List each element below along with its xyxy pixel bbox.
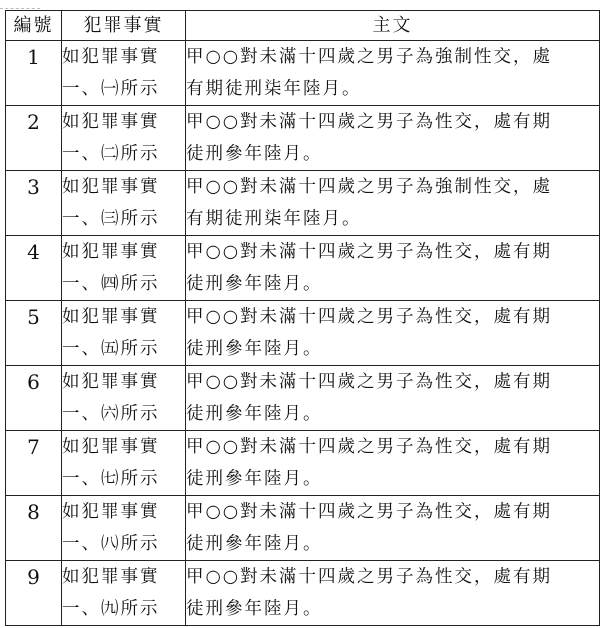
main-text-line: 甲○○對未滿十四歲之男子為性交，處有期 bbox=[186, 242, 553, 262]
table-row bbox=[6, 106, 600, 171]
row-facts bbox=[62, 171, 186, 236]
row-facts bbox=[62, 496, 186, 561]
main-text-line: 有期徒刑柒年陸月。 bbox=[186, 79, 362, 99]
fact-line: 如犯罪事實 bbox=[62, 372, 160, 392]
main-text-line: 徒刑參年陸月。 bbox=[186, 404, 323, 424]
judgment-table bbox=[5, 10, 600, 626]
table-row bbox=[6, 366, 600, 431]
fact-line: 如犯罪事實 bbox=[62, 307, 160, 327]
main-text-line: 徒刑參年陸月。 bbox=[186, 144, 323, 164]
header-number: 編號 bbox=[6, 11, 62, 41]
table-row bbox=[6, 431, 600, 496]
row-number: 3 bbox=[6, 171, 62, 236]
table-header-row bbox=[6, 11, 600, 41]
row-facts bbox=[62, 431, 186, 496]
fact-line: 如犯罪事實 bbox=[62, 567, 160, 587]
main-text-line: 甲○○對未滿十四歲之男子為性交，處有期 bbox=[186, 372, 553, 392]
row-main-text bbox=[186, 496, 600, 561]
fact-line: 如犯罪事實 bbox=[62, 112, 160, 132]
main-text-line: 徒刑參年陸月。 bbox=[186, 534, 323, 554]
fact-line: 如犯罪事實 bbox=[62, 47, 160, 67]
fact-line: 一、㈢所示 bbox=[62, 209, 160, 229]
row-main-text bbox=[186, 236, 600, 301]
fact-line: 如犯罪事實 bbox=[62, 177, 160, 197]
fact-line: 一、㈤所示 bbox=[62, 339, 160, 359]
table-row bbox=[6, 41, 600, 106]
row-facts bbox=[62, 106, 186, 171]
main-text-line: 甲○○對未滿十四歲之男子為性交，處有期 bbox=[186, 437, 553, 457]
fact-line: 如犯罪事實 bbox=[62, 242, 160, 262]
main-text-line: 甲○○對未滿十四歲之男子為強制性交，處 bbox=[186, 47, 553, 67]
table-row bbox=[6, 561, 600, 626]
header-facts: 犯罪事實 bbox=[62, 11, 186, 41]
table-row bbox=[6, 496, 600, 561]
fact-line: 一、㈠所示 bbox=[62, 79, 160, 99]
header-main-text: 主文 bbox=[186, 11, 600, 41]
fact-line: 一、㈦所示 bbox=[62, 469, 160, 489]
main-text-line: 甲○○對未滿十四歲之男子為性交，處有期 bbox=[186, 567, 553, 587]
fact-line: 如犯罪事實 bbox=[62, 437, 160, 457]
row-main-text bbox=[186, 301, 600, 366]
main-text-line: 甲○○對未滿十四歲之男子為性交，處有期 bbox=[186, 502, 553, 522]
main-text-line: 有期徒刑柒年陸月。 bbox=[186, 209, 362, 229]
main-text-line: 甲○○對未滿十四歲之男子為性交，處有期 bbox=[186, 112, 553, 132]
row-main-text bbox=[186, 366, 600, 431]
row-number: 8 bbox=[6, 496, 62, 561]
judgment-table-container bbox=[5, 10, 599, 622]
row-number: 4 bbox=[6, 236, 62, 301]
row-number: 1 bbox=[6, 41, 62, 106]
main-text-line: 徒刑參年陸月。 bbox=[186, 469, 323, 489]
row-main-text bbox=[186, 171, 600, 236]
row-number: 9 bbox=[6, 561, 62, 626]
fact-line: 一、㈨所示 bbox=[62, 599, 160, 619]
row-number: 2 bbox=[6, 106, 62, 171]
fact-line: 如犯罪事實 bbox=[62, 502, 160, 522]
main-text-line: 徒刑參年陸月。 bbox=[186, 274, 323, 294]
main-text-line: 甲○○對未滿十四歲之男子為性交，處有期 bbox=[186, 307, 553, 327]
row-facts bbox=[62, 366, 186, 431]
row-number: 7 bbox=[6, 431, 62, 496]
fact-line: 一、㈧所示 bbox=[62, 534, 160, 554]
row-number: 6 bbox=[6, 366, 62, 431]
page-top-edge bbox=[0, 0, 40, 9]
table-row bbox=[6, 301, 600, 366]
table-row bbox=[6, 236, 600, 301]
row-number: 5 bbox=[6, 301, 62, 366]
row-facts bbox=[62, 301, 186, 366]
fact-line: 一、㈥所示 bbox=[62, 404, 160, 424]
fact-line: 一、㈡所示 bbox=[62, 144, 160, 164]
row-main-text bbox=[186, 106, 600, 171]
row-facts bbox=[62, 236, 186, 301]
main-text-line: 徒刑參年陸月。 bbox=[186, 339, 323, 359]
fact-line: 一、㈣所示 bbox=[62, 274, 160, 294]
row-facts bbox=[62, 41, 186, 106]
row-main-text bbox=[186, 561, 600, 626]
row-main-text bbox=[186, 41, 600, 106]
table-row bbox=[6, 171, 600, 236]
main-text-line: 徒刑參年陸月。 bbox=[186, 599, 323, 619]
row-main-text bbox=[186, 431, 600, 496]
main-text-line: 甲○○對未滿十四歲之男子為強制性交，處 bbox=[186, 177, 553, 197]
row-facts bbox=[62, 561, 186, 626]
